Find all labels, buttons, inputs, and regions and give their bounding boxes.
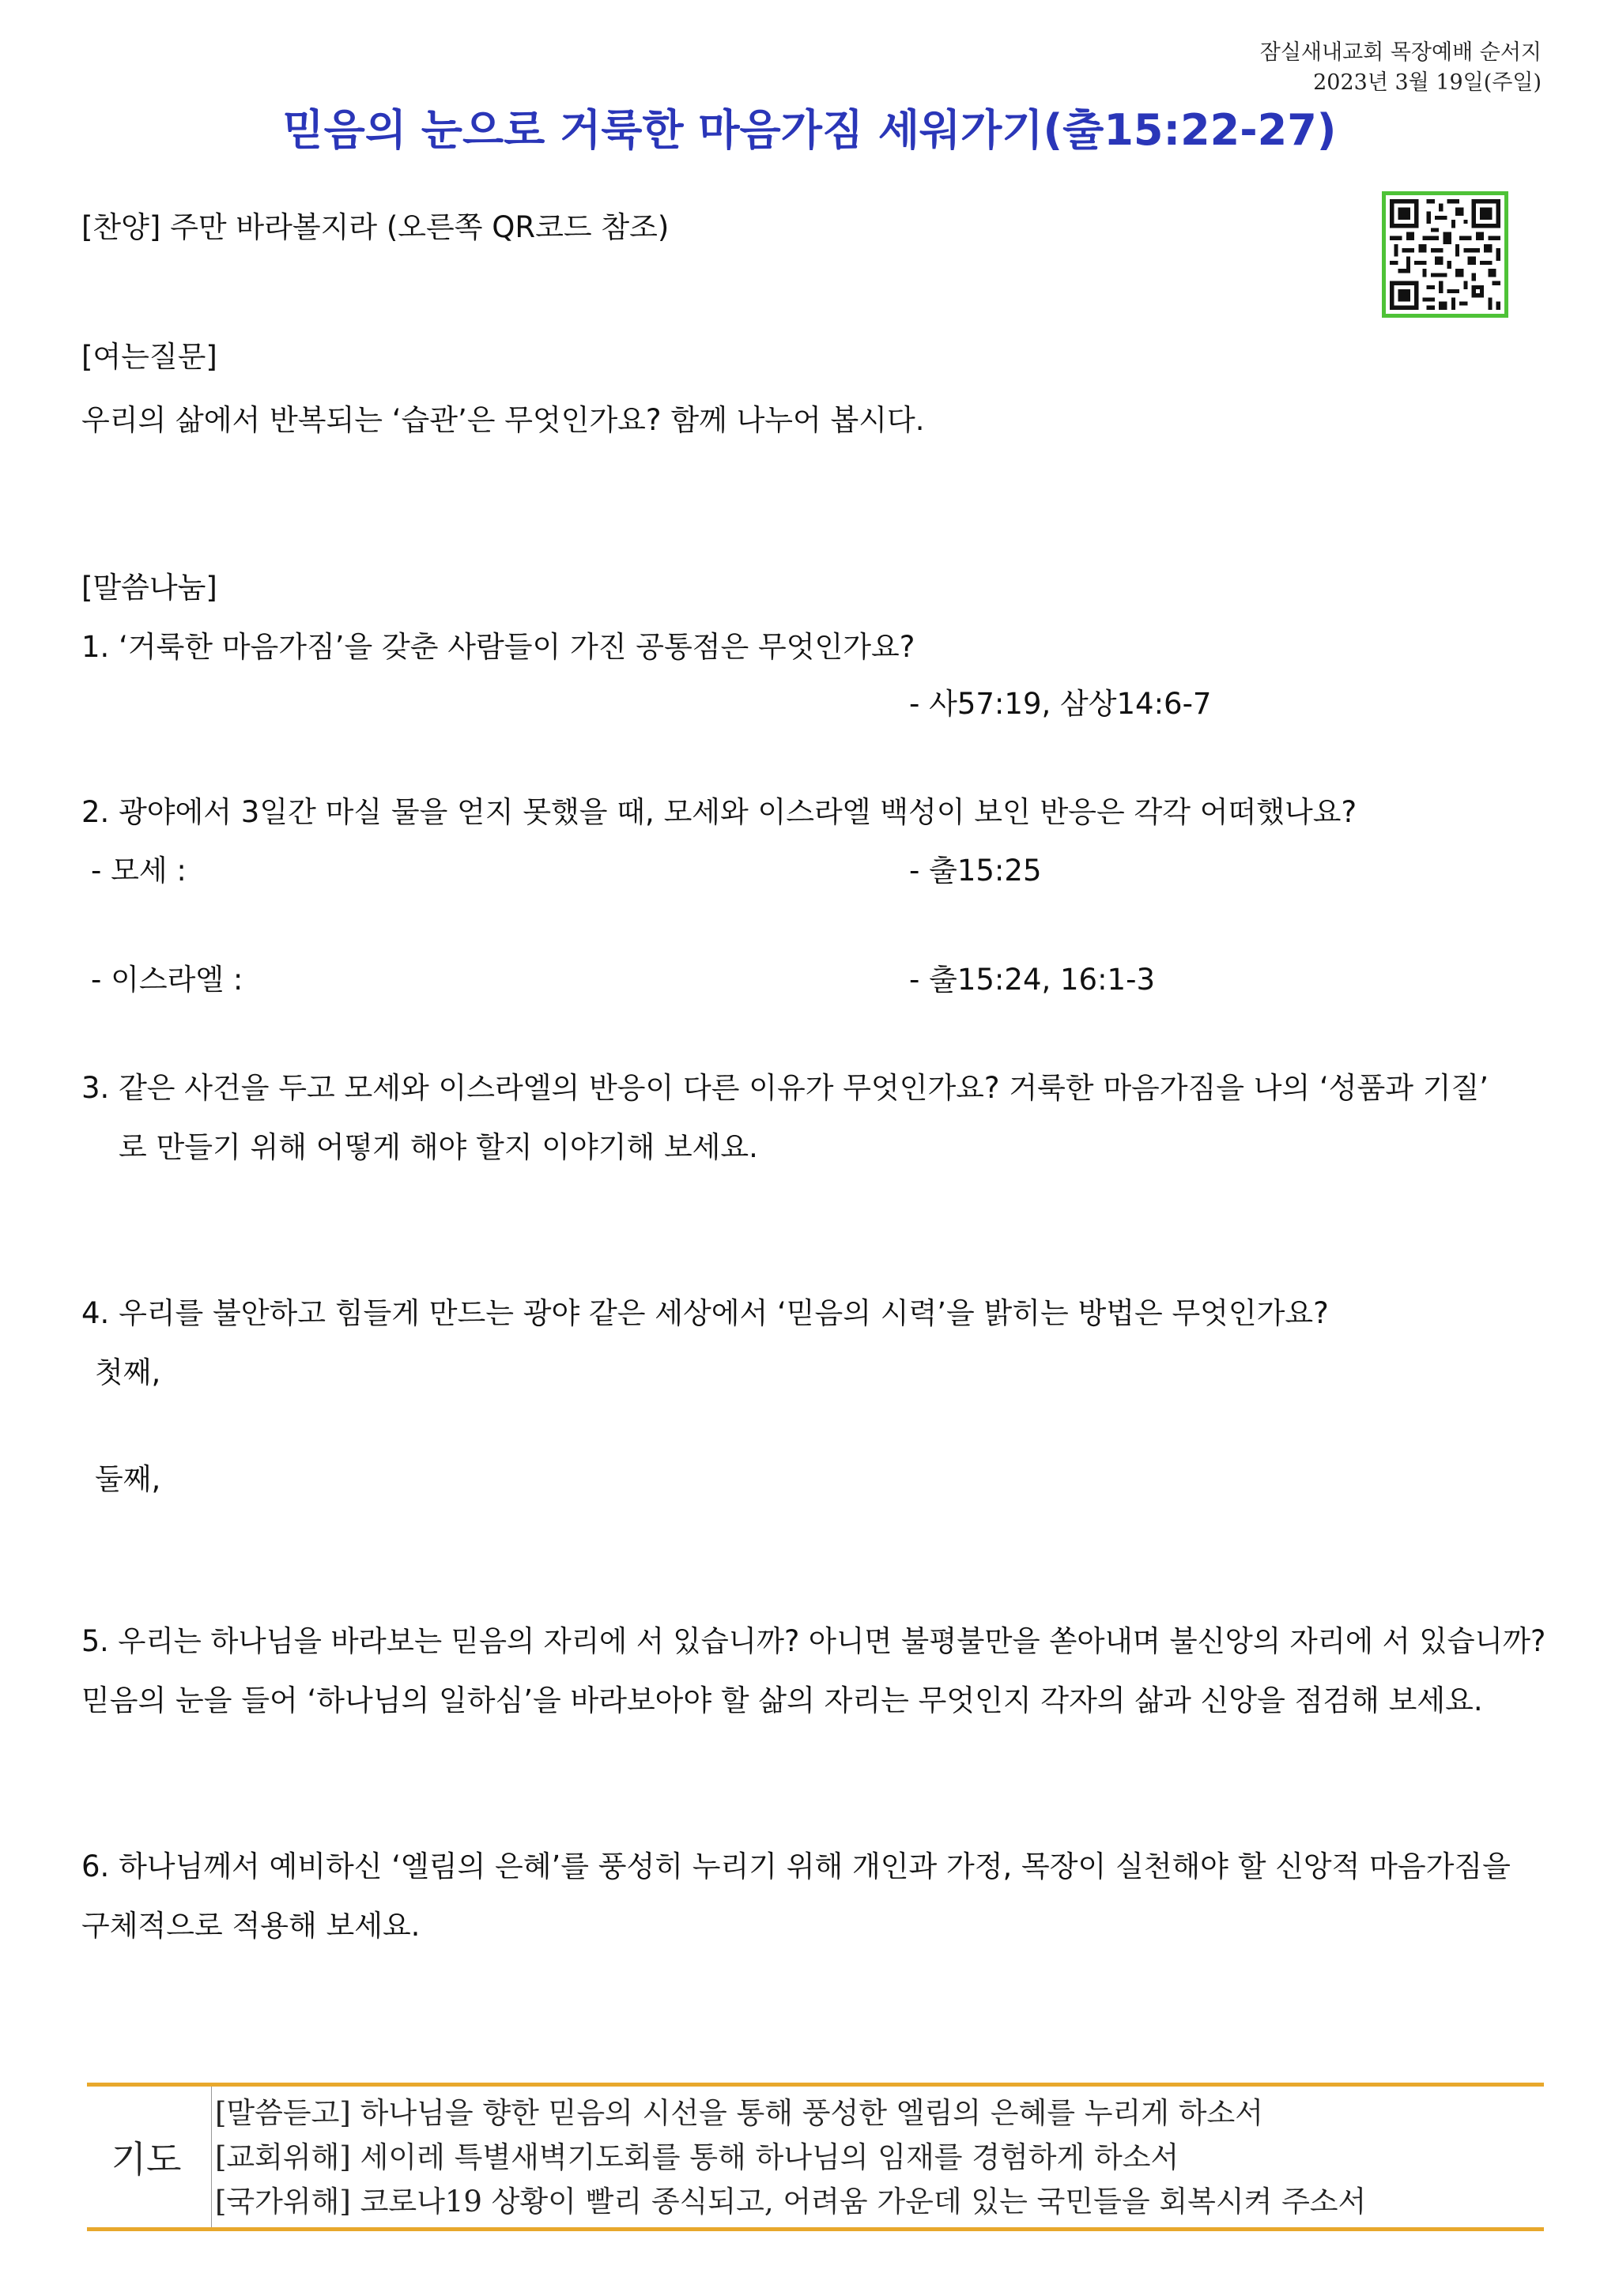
question-3-line-1: 3. 같은 사건을 두고 모세와 이스라엘의 반응이 다른 이유가 무엇인가요? 거룩한 마음가짐을 나의 ‘성품과 기질’	[81, 1071, 1489, 1105]
question-5-line-2: 믿음의 눈을 들어 ‘하나님의 일하심’을 바라보아야 할 삶의 자리는 무엇인지 각자의 삶과 신앙을 점검해 보세요.	[81, 1683, 1483, 1717]
question-6-line-2: 구체적으로 적용해 보세요.	[81, 1909, 421, 1943]
prayer-box	[87, 2083, 1544, 2231]
opening-question: 우리의 삶에서 반복되는 ‘습관’은 무엇인가요? 함께 나누어 봅시다.	[81, 403, 925, 437]
question-3-line-2: 로 만들기 위해 어떻게 해야 할지 이야기해 보세요.	[119, 1130, 758, 1164]
service-date: 2023년 3월 19일(주일)	[1313, 70, 1542, 95]
question-5-line-1: 5. 우리는 하나님을 바라보는 믿음의 자리에 서 있습니까? 아니면 불평불만을 쏟아내며 불신앙의 자리에 서 있습니까?	[81, 1624, 1546, 1658]
question-6-line-1: 6. 하나님께서 예비하신 ‘엘림의 은혜’를 풍성히 누리기 위해 개인과 가정, 목장이 실천해야 할 신앙적 마음가짐을	[81, 1849, 1511, 1883]
question-2-moses-reference: - 출15:25	[909, 854, 1042, 888]
question-2: 2. 광야에서 3일간 마실 물을 얻지 못했을 때, 모세와 이스라엘 백성이 보인 반응은 각각 어떠했나요?	[81, 795, 1357, 829]
question-4-first: 첫째,	[95, 1355, 161, 1389]
prayer-line-word: [말씀듣고] 하나님을 향한 믿음의 시선을 통해 풍성한 엘림의 은혜를 누리게 하소서	[215, 2096, 1263, 2130]
question-2-israel-label: - 이스라엘 :	[91, 963, 243, 997]
question-4-second: 둘째,	[95, 1462, 161, 1496]
page-title: 믿음의 눈으로 거룩한 마음가짐 세워가기(출15:22-27)	[282, 105, 1337, 155]
prayer-lines	[215, 2091, 1366, 2224]
church-name: 잠실새내교회 목장예배 순서지	[1259, 40, 1542, 65]
question-4: 4. 우리를 불안하고 힘들게 만드는 광야 같은 세상에서 ‘믿음의 시력’을 밝히는 방법은 무엇인가요?	[81, 1296, 1329, 1330]
qr-code[interactable]	[1382, 191, 1508, 318]
prayer-line-church: [교회위해] 세이레 특별새벽기도회를 통해 하나님의 임재를 경험하게 하소서	[215, 2140, 1179, 2174]
question-2-moses-label: - 모세 :	[91, 854, 187, 888]
prayer-line-nation: [국가위해] 코로나19 상황이 빨리 종식되고, 어려움 가운데 있는 국민들을 회복시켜 주소서	[215, 2185, 1367, 2219]
question-1-reference: - 사57:19, 삼상14:6-7	[909, 687, 1212, 721]
word-heading: [말씀나눔]	[81, 571, 217, 605]
question-1: 1. ‘거룩한 마음가짐’을 갖춘 사람들이 가진 공통점은 무엇인가요?	[81, 630, 915, 664]
prayer-label: 기도	[111, 2138, 182, 2181]
opening-heading: [여는질문]	[81, 340, 217, 374]
question-2-israel-reference: - 출15:24, 16:1-3	[909, 963, 1155, 997]
prayer-divider	[211, 2087, 212, 2227]
hymn-line: [찬양] 주만 바라볼지라 (오른쪽 QR코드 참조)	[81, 210, 670, 244]
qr-code-icon	[1386, 195, 1504, 314]
